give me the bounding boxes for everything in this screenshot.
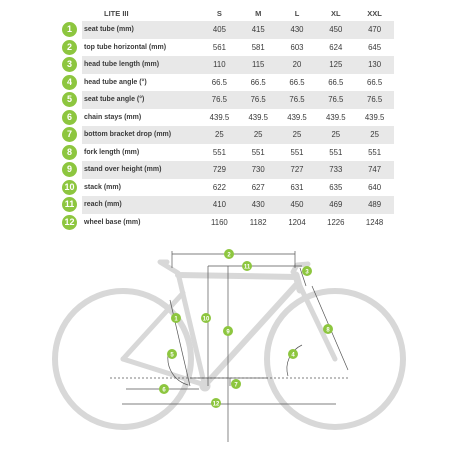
diagram-badge-7 bbox=[231, 379, 241, 389]
row-number-badge: 5 bbox=[62, 92, 77, 107]
row-value: 1226 bbox=[327, 217, 345, 227]
row-value: 115 bbox=[239, 56, 278, 74]
row-value: 561 bbox=[212, 42, 226, 52]
down-tube-outline bbox=[202, 285, 296, 385]
top-tube-outline bbox=[178, 275, 296, 277]
row-number-badge: 2 bbox=[62, 40, 77, 55]
size-header-xxl: XXL bbox=[367, 9, 382, 18]
row-value: 76.5 bbox=[316, 91, 355, 109]
row-value: 489 bbox=[355, 196, 394, 214]
row-value: 20 bbox=[278, 56, 317, 74]
row-label: seat tube (mm) bbox=[82, 21, 200, 39]
row-label: stack (mm) bbox=[84, 183, 121, 191]
row-value: 66.5 bbox=[328, 77, 344, 87]
row-label: wheel base (mm) bbox=[84, 218, 141, 226]
row-value: 551 bbox=[290, 147, 304, 157]
row-value: 631 bbox=[290, 182, 304, 192]
row-label: top tube horizontal (mm) bbox=[84, 43, 167, 51]
row-value: 76.5 bbox=[239, 91, 278, 109]
badge-number: 9 bbox=[226, 329, 230, 336]
row-value: 439.5 bbox=[209, 112, 230, 122]
diagram-badge-8 bbox=[323, 324, 333, 334]
badge-number: 7 bbox=[234, 382, 238, 389]
row-value: 603 bbox=[290, 42, 304, 52]
row-value: 729 bbox=[200, 161, 239, 179]
row-value: 430 bbox=[278, 21, 317, 39]
row-value: 747 bbox=[355, 161, 394, 179]
row-value: 439.5 bbox=[248, 112, 268, 122]
row-label: head tube length (mm) bbox=[82, 56, 200, 74]
row-value: 1204 bbox=[288, 217, 306, 227]
row-value: 1182 bbox=[249, 217, 267, 227]
row-value: 76.5 bbox=[200, 91, 239, 109]
row-number-badge: 8 bbox=[62, 145, 77, 160]
row-number-badge: 7 bbox=[62, 127, 77, 142]
row-value: 450 bbox=[278, 196, 317, 214]
row-value: 622 bbox=[212, 182, 226, 192]
badge-number: 12 bbox=[212, 401, 220, 408]
diagram-badge-5 bbox=[167, 349, 177, 359]
size-header-xl: XL bbox=[330, 9, 341, 18]
row-value: 66.5 bbox=[250, 77, 266, 87]
row-value: 410 bbox=[200, 196, 239, 214]
badge-number: 5 bbox=[170, 352, 174, 359]
row-label: seat tube angle (°) bbox=[82, 91, 200, 109]
row-value: 627 bbox=[251, 182, 265, 192]
row-value: 730 bbox=[239, 161, 278, 179]
row-value: 470 bbox=[355, 21, 394, 39]
badge-number: 2 bbox=[227, 252, 231, 259]
row-number-badge: 1 bbox=[62, 22, 77, 37]
diagram-badge-3 bbox=[302, 266, 312, 276]
size-header-l: L bbox=[294, 9, 300, 18]
row-value: 130 bbox=[355, 56, 394, 74]
row-label: reach (mm) bbox=[82, 196, 200, 214]
row-value: 439.5 bbox=[326, 112, 346, 122]
row-value: 430 bbox=[239, 196, 278, 214]
seat-stay-outline bbox=[123, 293, 183, 359]
row-value: 415 bbox=[239, 21, 278, 39]
diagram-badge-4 bbox=[288, 349, 298, 359]
row-value: 581 bbox=[251, 42, 265, 52]
row-value: 551 bbox=[329, 147, 343, 157]
row-value: 624 bbox=[329, 42, 343, 52]
row-number-badge: 12 bbox=[62, 215, 77, 230]
row-value: 25 bbox=[316, 126, 355, 144]
row-value: 76.5 bbox=[278, 91, 317, 109]
row-value: 640 bbox=[368, 182, 382, 192]
row-number-badge: 10 bbox=[62, 180, 77, 195]
row-number-badge: 9 bbox=[62, 162, 77, 177]
diagram-badge-12 bbox=[211, 398, 221, 408]
row-label: fork length (mm) bbox=[84, 148, 140, 156]
row-value: 1248 bbox=[365, 217, 384, 227]
row-number-badge: 4 bbox=[62, 75, 77, 90]
row-value: 25 bbox=[355, 126, 394, 144]
row-number-badge: 11 bbox=[62, 197, 77, 212]
badge-number: 8 bbox=[326, 327, 330, 334]
row-value: 551 bbox=[368, 147, 382, 157]
row-number-badge: 6 bbox=[62, 110, 77, 125]
row-label: chain stays (mm) bbox=[84, 113, 142, 121]
row-value: 1160 bbox=[211, 217, 228, 227]
model-name: LITE III bbox=[104, 9, 129, 18]
head-tube-outline bbox=[296, 275, 300, 290]
row-value: 25 bbox=[200, 126, 239, 144]
row-value: 450 bbox=[316, 21, 355, 39]
row-value: 469 bbox=[316, 196, 355, 214]
diagram-badge-9 bbox=[223, 326, 233, 336]
row-number-badge: 3 bbox=[62, 57, 77, 72]
badge-number: 3 bbox=[305, 269, 309, 276]
badge-number: 6 bbox=[162, 387, 166, 394]
badge-number: 11 bbox=[243, 264, 251, 271]
row-value: 25 bbox=[239, 126, 278, 144]
fork-outline bbox=[300, 286, 335, 359]
size-header-s: S bbox=[216, 9, 222, 18]
row-label: bottom bracket drop (mm) bbox=[82, 126, 200, 144]
row-value: 733 bbox=[316, 161, 355, 179]
row-value: 727 bbox=[278, 161, 317, 179]
row-value: 66.5 bbox=[367, 77, 383, 87]
badge-number: 4 bbox=[291, 352, 295, 359]
row-value: 66.5 bbox=[289, 77, 305, 87]
row-value: 110 bbox=[200, 56, 239, 74]
row-value: 66.5 bbox=[211, 77, 227, 87]
diagram-badge-2 bbox=[224, 249, 234, 259]
row-label: stand over height (mm) bbox=[82, 161, 200, 179]
size-header-m: M bbox=[255, 9, 262, 18]
row-value: 76.5 bbox=[355, 91, 394, 109]
row-value: 405 bbox=[200, 21, 239, 39]
row-value: 439.5 bbox=[364, 112, 385, 122]
badge-number: 1 bbox=[174, 316, 178, 323]
row-value: 125 bbox=[316, 56, 355, 74]
row-value: 645 bbox=[368, 42, 382, 52]
diagram-badge-1 bbox=[171, 313, 181, 323]
row-label: head tube angle (°) bbox=[84, 78, 147, 86]
row-value: 635 bbox=[329, 182, 343, 192]
diagram-badge-11 bbox=[242, 261, 252, 271]
row-value: 439.5 bbox=[287, 112, 307, 122]
badge-number: 10 bbox=[202, 316, 210, 323]
diagram-badge-6 bbox=[159, 384, 169, 394]
row-value: 551 bbox=[251, 147, 265, 157]
row-value: 25 bbox=[278, 126, 317, 144]
row-value: 551 bbox=[212, 147, 226, 157]
diagram-badge-10 bbox=[201, 313, 211, 323]
